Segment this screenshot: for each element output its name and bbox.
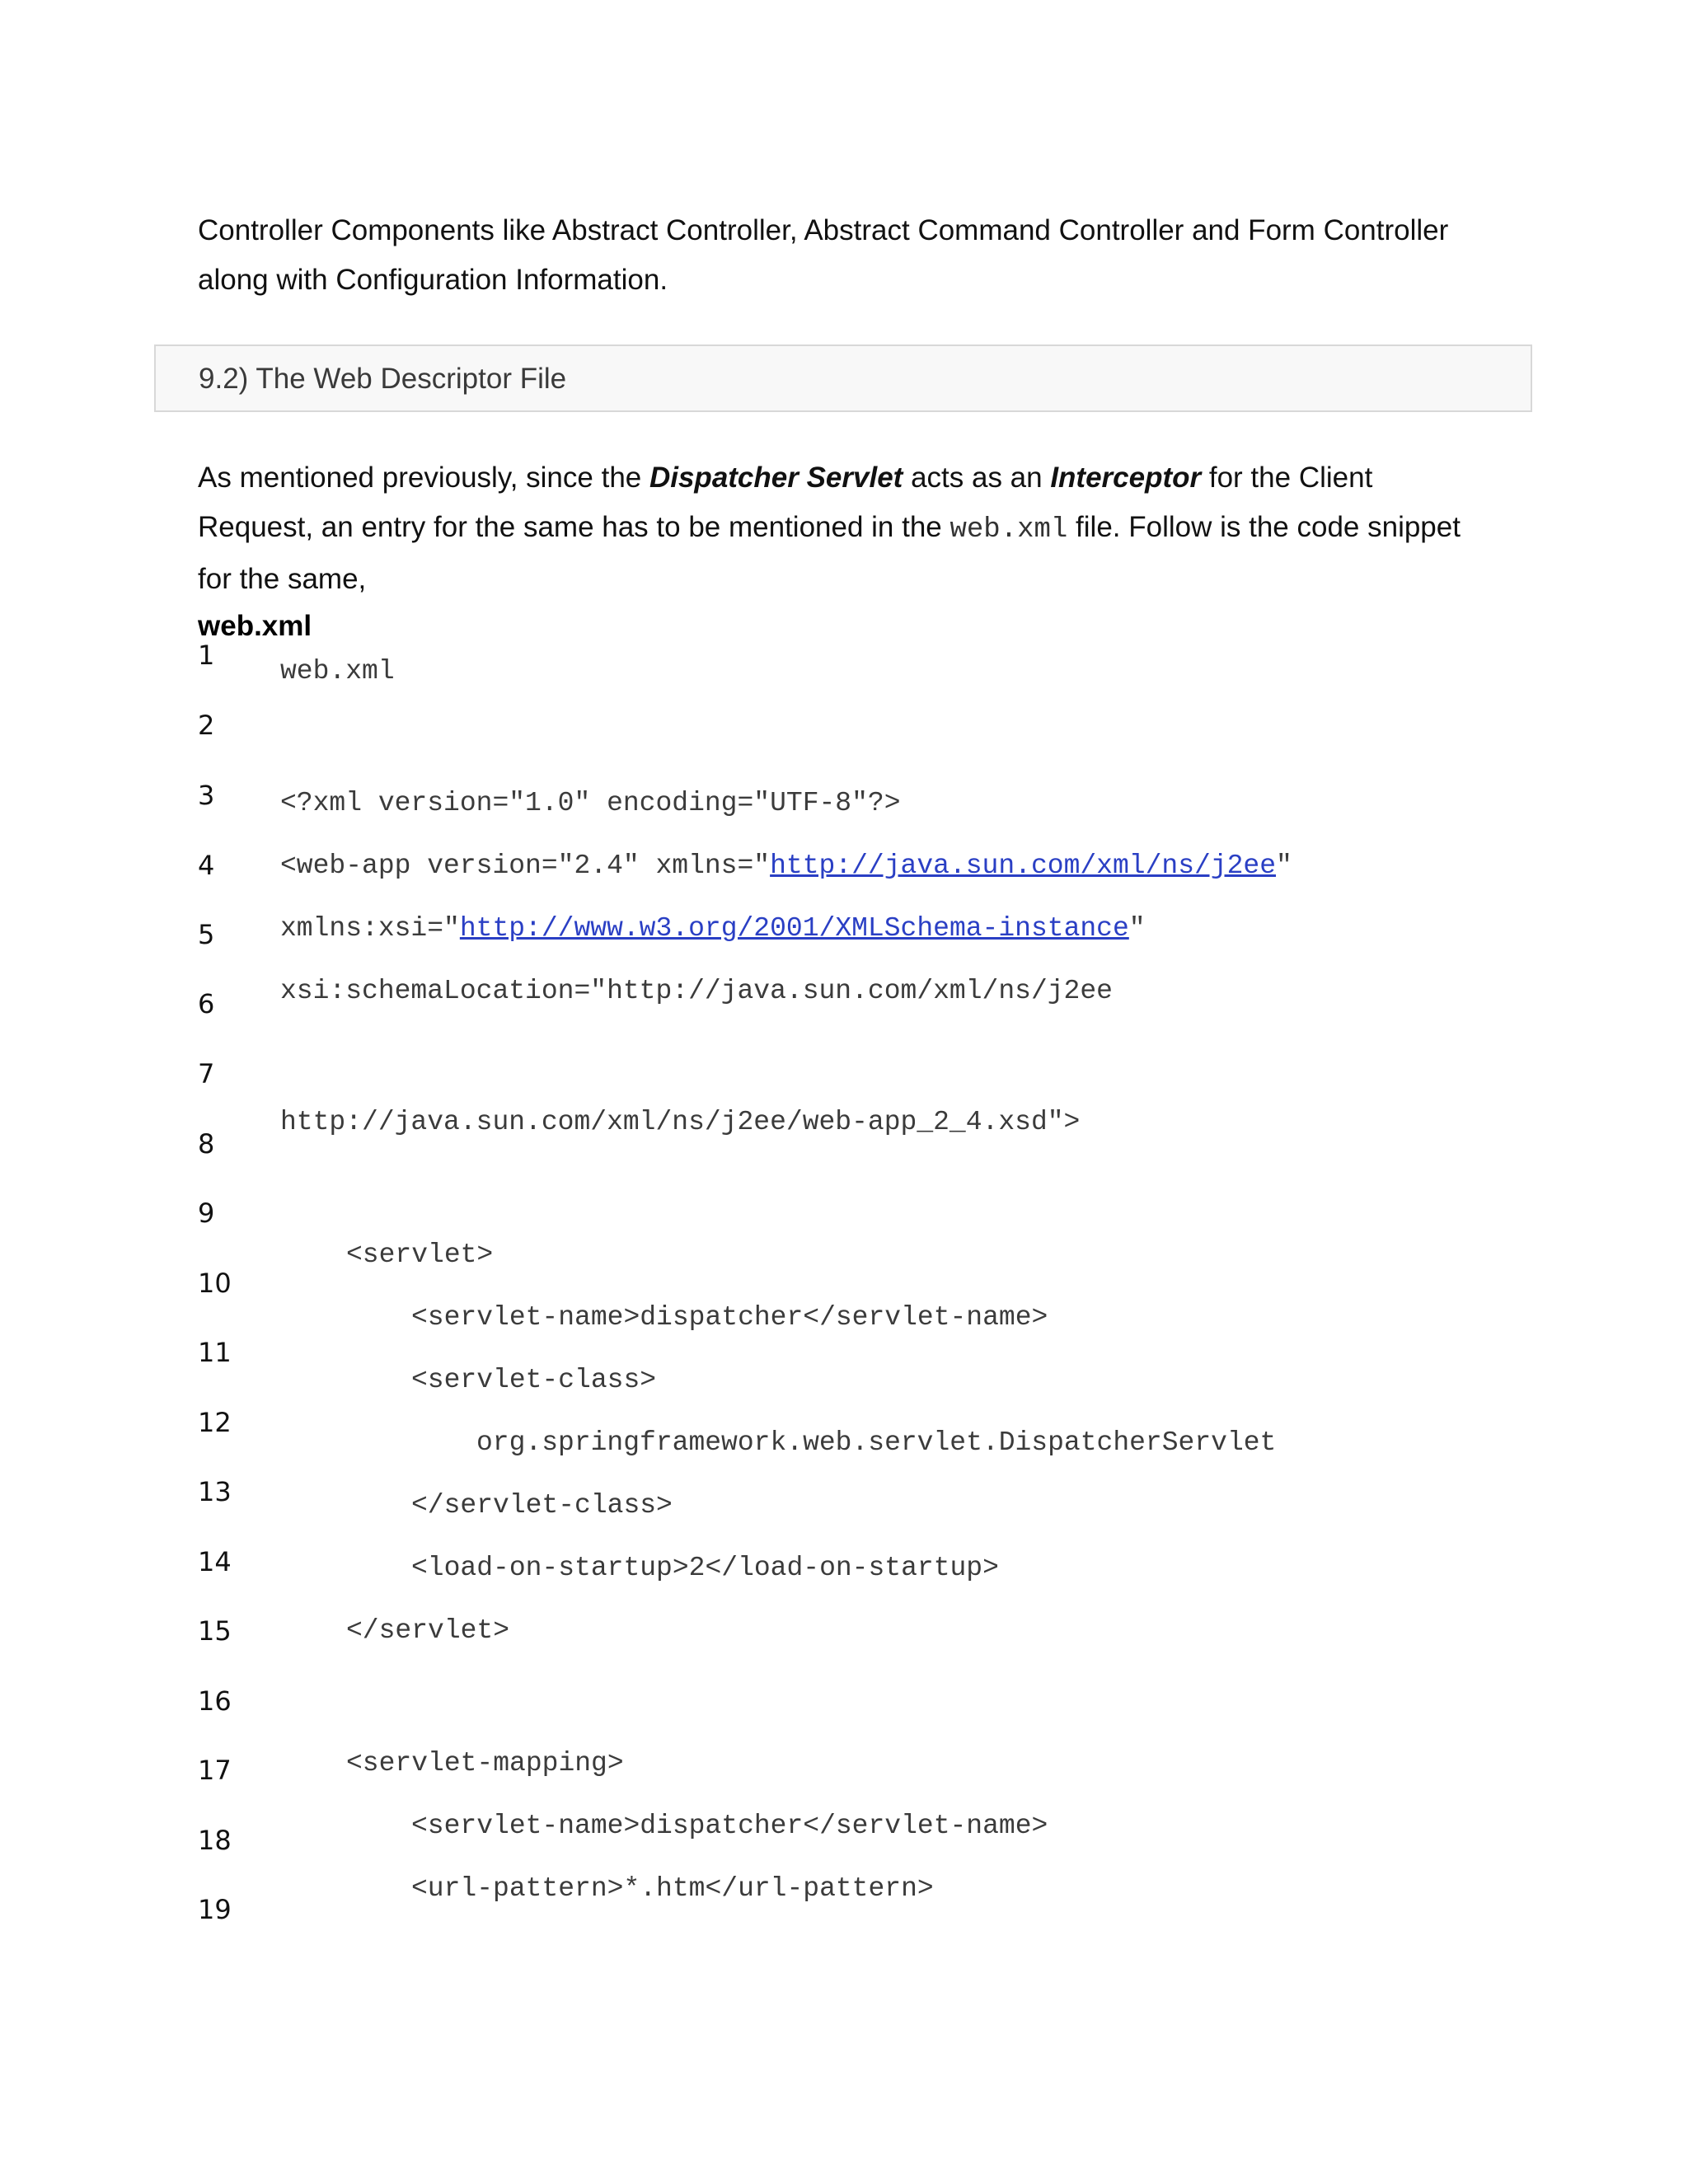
body-text-1a: As mentioned previously, since the xyxy=(198,462,649,494)
body-text-2b: file. Follow is the code snippet xyxy=(1067,511,1461,543)
xmlschema-instance-link[interactable]: http://www.w3.org/2001/XMLSchema-instance xyxy=(459,913,1129,944)
code-line: </servlet-class> xyxy=(411,1490,673,1521)
j2ee-namespace-link[interactable]: http://java.sun.com/xml/ns/j2ee xyxy=(770,851,1277,881)
code-line: <servlet-mapping> xyxy=(346,1748,624,1779)
interceptor-term: Interceptor xyxy=(1050,462,1202,494)
line-number: 6 xyxy=(198,988,215,1019)
code-line: <url-pattern>*.htm</url-pattern> xyxy=(411,1873,934,1904)
body-text-1c: acts as an xyxy=(903,462,1051,494)
code-line xyxy=(280,850,1292,883)
code-line: <?xml version="1.0" encoding="UTF-8"?> xyxy=(280,788,901,818)
line-number: 14 xyxy=(198,1546,232,1577)
line-number: 7 xyxy=(198,1058,215,1090)
line-number: 17 xyxy=(198,1755,232,1786)
line-number: 12 xyxy=(198,1407,232,1438)
intro-paragraph xyxy=(198,206,1533,305)
code-line: </servlet> xyxy=(346,1615,510,1646)
line-number: 4 xyxy=(198,850,215,881)
line-number: 10 xyxy=(198,1268,232,1299)
line-number: 2 xyxy=(198,710,215,741)
inline-code-webxml: web.xml xyxy=(950,514,1068,546)
code-line: <servlet> xyxy=(346,1240,494,1270)
body-text-3: for the same, xyxy=(198,563,367,595)
dispatcher-servlet-term: Dispatcher Servlet xyxy=(649,462,903,494)
line-number: 18 xyxy=(198,1825,232,1856)
line-number: 5 xyxy=(198,919,215,950)
body-text-1e: for the Client xyxy=(1201,462,1373,494)
code-line: xsi:schemaLocation="http://java.sun.com/xml/ns/j2ee xyxy=(280,976,1113,1006)
intro-line-2: along with Configuration Information. xyxy=(198,264,668,296)
line-number: 15 xyxy=(198,1615,232,1647)
body-paragraph xyxy=(198,453,1533,604)
section-heading: 9.2) The Web Descriptor File xyxy=(199,363,567,395)
code-text: " xyxy=(1128,913,1146,944)
code-line: org.springframework.web.servlet.DispatcherServlet xyxy=(476,1427,1277,1458)
code-line: <servlet-class> xyxy=(411,1365,657,1395)
line-number: 11 xyxy=(198,1337,232,1368)
code-line: <load-on-startup>2</load-on-startup> xyxy=(411,1553,999,1583)
line-number: 16 xyxy=(198,1685,232,1717)
code-line: <servlet-name>dispatcher</servlet-name> xyxy=(411,1302,1048,1333)
code-text: <web-app version="2.4" xmlns=" xyxy=(280,851,771,881)
line-number: 9 xyxy=(198,1197,215,1229)
body-text-2a: Request, an entry for the same has to be mentioned in the xyxy=(198,511,950,543)
code-snippet-title: web.xml xyxy=(198,610,312,642)
line-number: 13 xyxy=(198,1476,232,1507)
code-line: web.xml xyxy=(280,656,395,687)
line-number: 19 xyxy=(198,1894,232,1925)
line-number: 1 xyxy=(198,640,215,671)
code-line: http://java.sun.com/xml/ns/j2ee/web-app_2_4.xsd"> xyxy=(280,1107,1081,1137)
section-heading-box xyxy=(154,344,1532,412)
intro-line-1: Controller Components like Abstract Controller, Abstract Command Controller and Form Controller xyxy=(198,214,1449,246)
line-number: 8 xyxy=(198,1128,215,1160)
code-text: " xyxy=(1276,851,1292,881)
code-line xyxy=(280,912,1146,945)
code-text: xmlns:xsi=" xyxy=(280,913,460,944)
code-line: <servlet-name>dispatcher</servlet-name> xyxy=(411,1811,1048,1841)
line-number: 3 xyxy=(198,780,215,811)
